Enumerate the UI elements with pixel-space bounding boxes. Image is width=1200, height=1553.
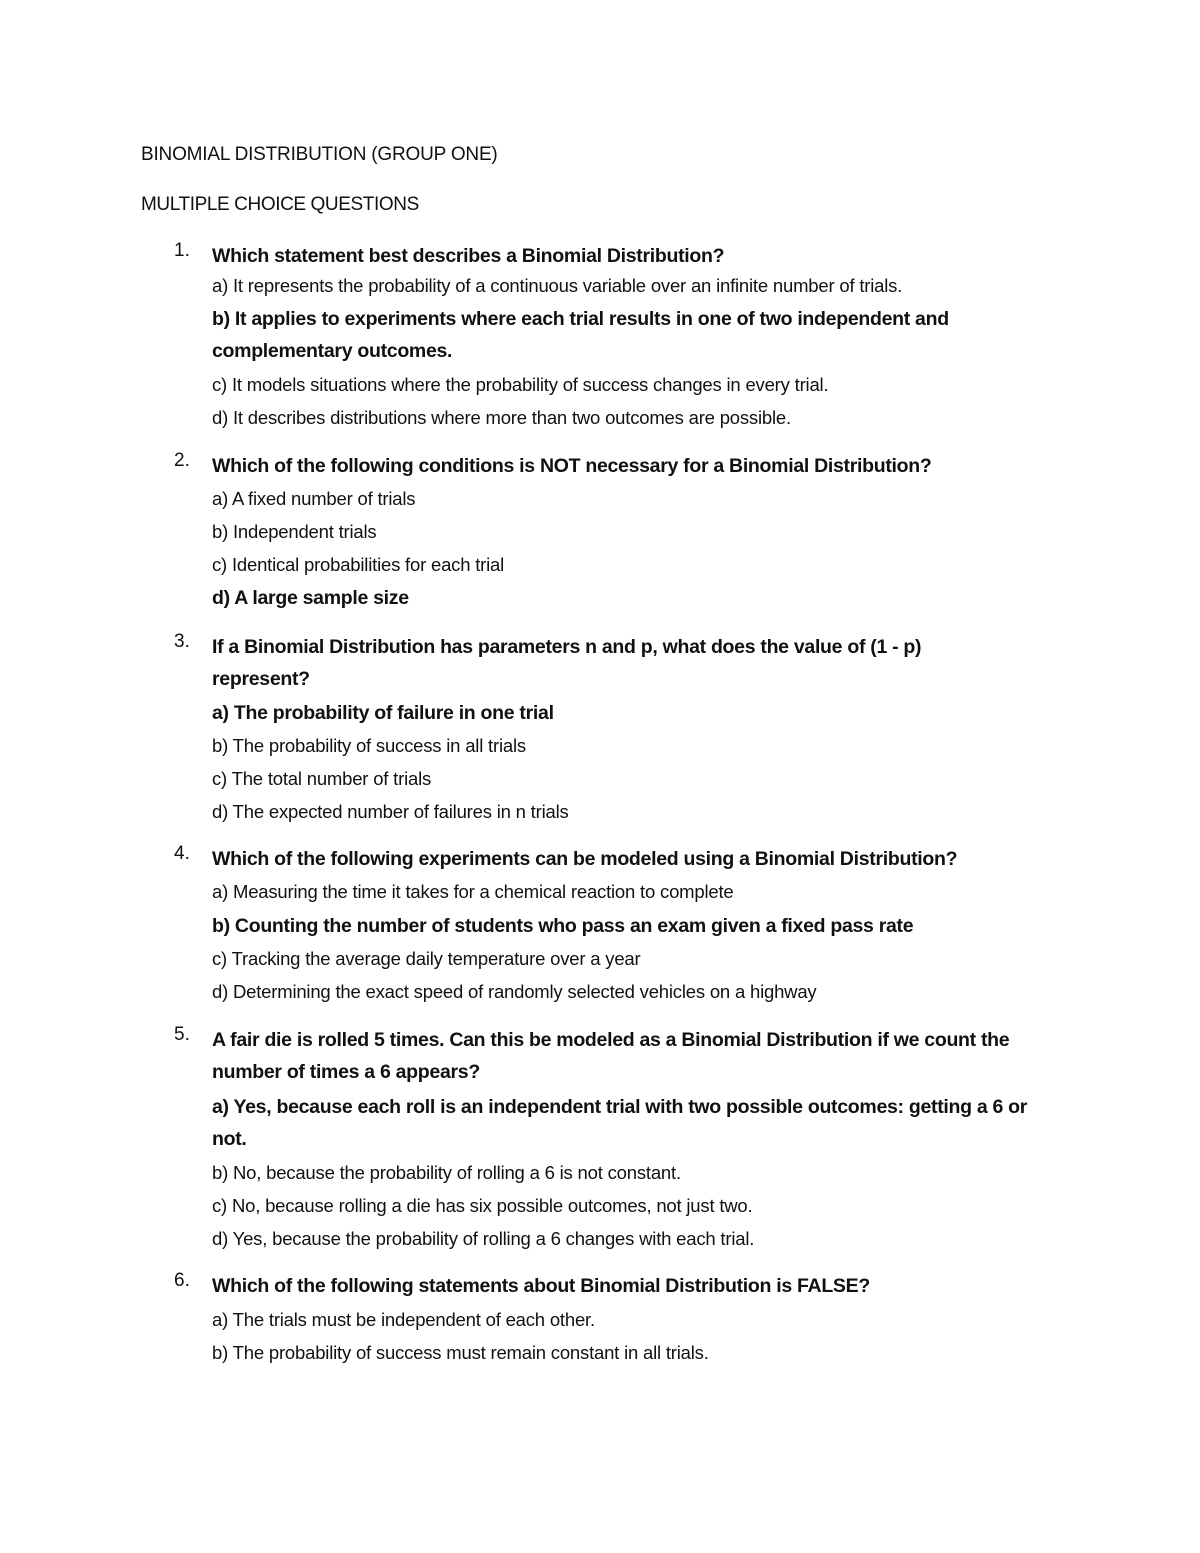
option-a-correct: a) The probability of failure in one trial — [212, 702, 554, 724]
option-b-correct: b) It applies to experiments where each trial results in one of two independent and complementary outcomes. — [212, 308, 949, 362]
option-d-correct: d) A large sample size — [212, 587, 409, 609]
question-text: A fair die is rolled 5 times. Can this be modeled as a Binomial Distribution if we count the number of times a 6 appears? — [212, 1029, 1010, 1083]
question-text: Which of the following experiments can be modeled using a Binomial Distribution? — [212, 848, 958, 870]
document-subtitle: MULTIPLE CHOICE QUESTIONS — [141, 194, 419, 215]
question-number: 5. — [174, 1024, 190, 1045]
option-a: a) Measuring the time it takes for a chemical reaction to complete — [212, 881, 734, 902]
option-b-correct: b) Counting the number of students who pass an exam given a fixed pass rate — [212, 915, 914, 937]
question-text: Which of the following statements about Binomial Distribution is FALSE? — [212, 1275, 870, 1297]
question-number: 1. — [174, 240, 190, 261]
question-number: 2. — [174, 450, 190, 471]
question-number: 6. — [174, 1270, 190, 1291]
option-d: d) The expected number of failures in n trials — [212, 801, 569, 822]
document-title: BINOMIAL DISTRIBUTION (GROUP ONE) — [141, 144, 498, 165]
option-a: a) The trials must be independent of each other. — [212, 1309, 595, 1330]
question-text: If a Binomial Distribution has parameters n and p, what does the value of (1 - p) represent? — [212, 636, 922, 690]
option-c: c) Identical probabilities for each trial — [212, 554, 505, 575]
option-a: a) It represents the probability of a continuous variable over an infinite number of trials. — [212, 275, 903, 296]
option-b: b) Independent trials — [212, 521, 377, 542]
option-d: d) Yes, because the probability of rolling a 6 changes with each trial. — [212, 1228, 755, 1249]
option-c: c) It models situations where the probability of success changes in every trial. — [212, 374, 829, 395]
option-a-correct: a) Yes, because each roll is an independent trial with two possible outcomes: getting a 6 or not. — [212, 1096, 1028, 1150]
question-number: 3. — [174, 631, 190, 652]
option-b: b) The probability of success in all trials — [212, 735, 526, 756]
question-text: Which statement best describes a Binomial Distribution? — [212, 245, 725, 267]
option-b: b) No, because the probability of rolling a 6 is not constant. — [212, 1162, 681, 1183]
question-number: 4. — [174, 843, 190, 864]
option-c: c) The total number of trials — [212, 768, 432, 789]
option-d: d) It describes distributions where more than two outcomes are possible. — [212, 407, 791, 428]
option-d: d) Determining the exact speed of randomly selected vehicles on a highway — [212, 981, 817, 1002]
option-a: a) A fixed number of trials — [212, 488, 416, 509]
option-b: b) The probability of success must remain constant in all trials. — [212, 1342, 709, 1363]
option-c: c) No, because rolling a die has six possible outcomes, not just two. — [212, 1195, 753, 1216]
question-text: Which of the following conditions is NOT necessary for a Binomial Distribution? — [212, 455, 932, 477]
option-c: c) Tracking the average daily temperature over a year — [212, 948, 641, 969]
